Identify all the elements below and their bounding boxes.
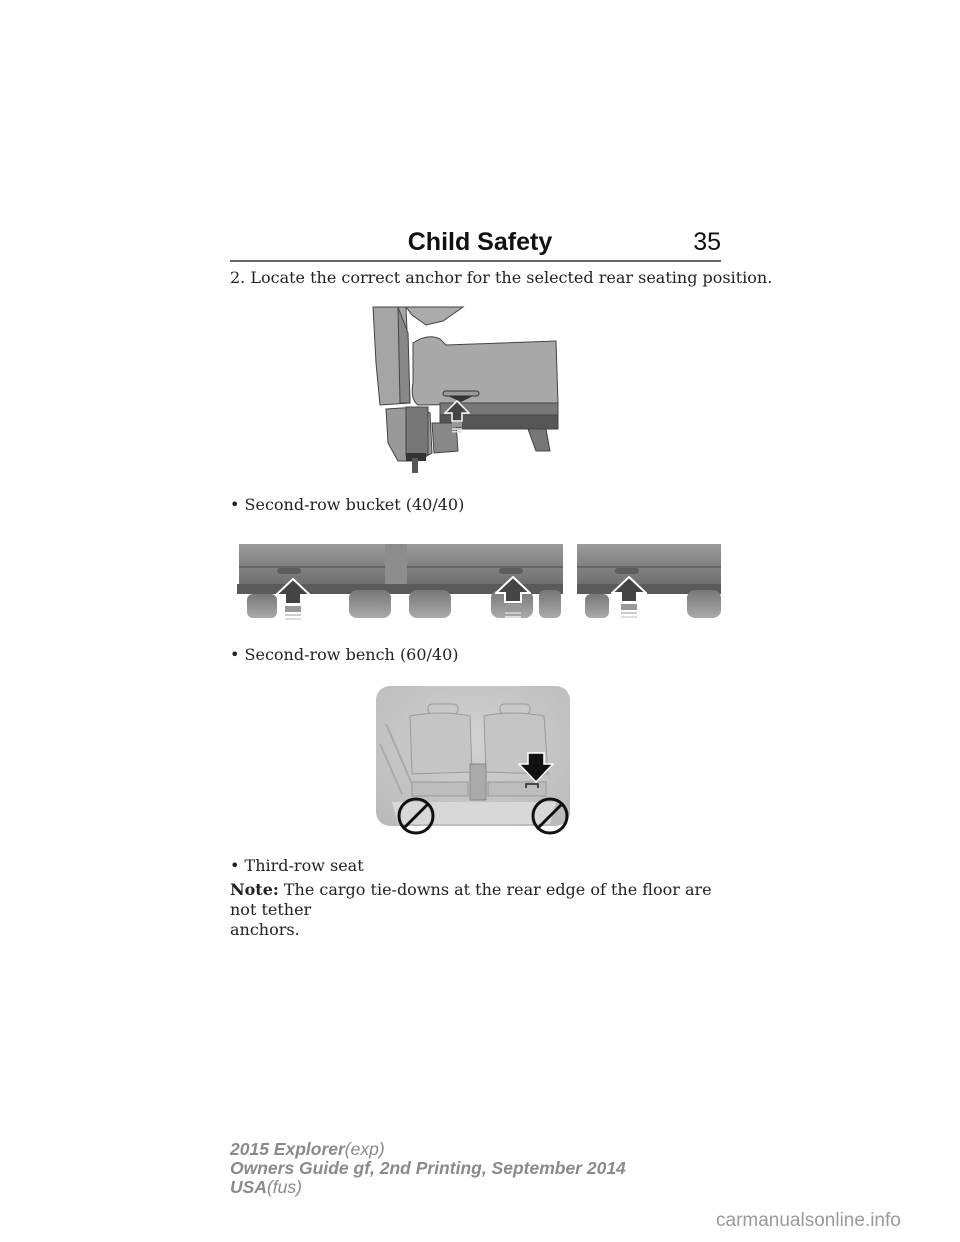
- figure-third-row-seat: [372, 684, 572, 839]
- header-divider: [230, 260, 721, 262]
- footer-model: 2015 Explorer: [230, 1139, 345, 1159]
- up-arrow-icon: [275, 578, 311, 622]
- footer-model-code: (exp): [344, 1139, 385, 1159]
- footer-guide: Owners Guide gf, 2nd Printing, September 2014: [230, 1158, 626, 1178]
- up-arrow-icon: [444, 400, 470, 434]
- step-text: 2. Locate the correct anchor for the selected rear seating position.: [230, 268, 773, 287]
- figure-second-row-bucket: [368, 303, 563, 473]
- up-arrow-icon: [495, 576, 531, 620]
- caption-second-row-bucket: • Second-row bucket (40/40): [230, 495, 465, 514]
- figure-second-row-bench: [237, 540, 721, 622]
- prohibited-icon: [396, 796, 436, 836]
- prohibited-icon: [530, 796, 570, 836]
- footer-region: USA: [230, 1177, 267, 1197]
- section-title: Child Safety: [407, 228, 553, 256]
- up-arrow-icon: [611, 576, 647, 620]
- down-arrow-icon: [518, 752, 554, 784]
- footer: [230, 1140, 626, 1197]
- caption-second-row-bench: • Second-row bench (60/40): [230, 645, 459, 664]
- watermark: carmanualsonline.info: [716, 1210, 901, 1231]
- note-text-line2: anchors.: [230, 920, 300, 939]
- page-number: 35: [693, 228, 721, 256]
- note-block: [230, 880, 721, 940]
- note-text-line1: The cargo tie-downs at the rear edge of the floor are not tether: [230, 880, 712, 919]
- note-label: Note:: [230, 880, 279, 899]
- footer-region-code: (fus): [266, 1177, 302, 1197]
- caption-third-row-seat: • Third-row seat: [230, 856, 364, 875]
